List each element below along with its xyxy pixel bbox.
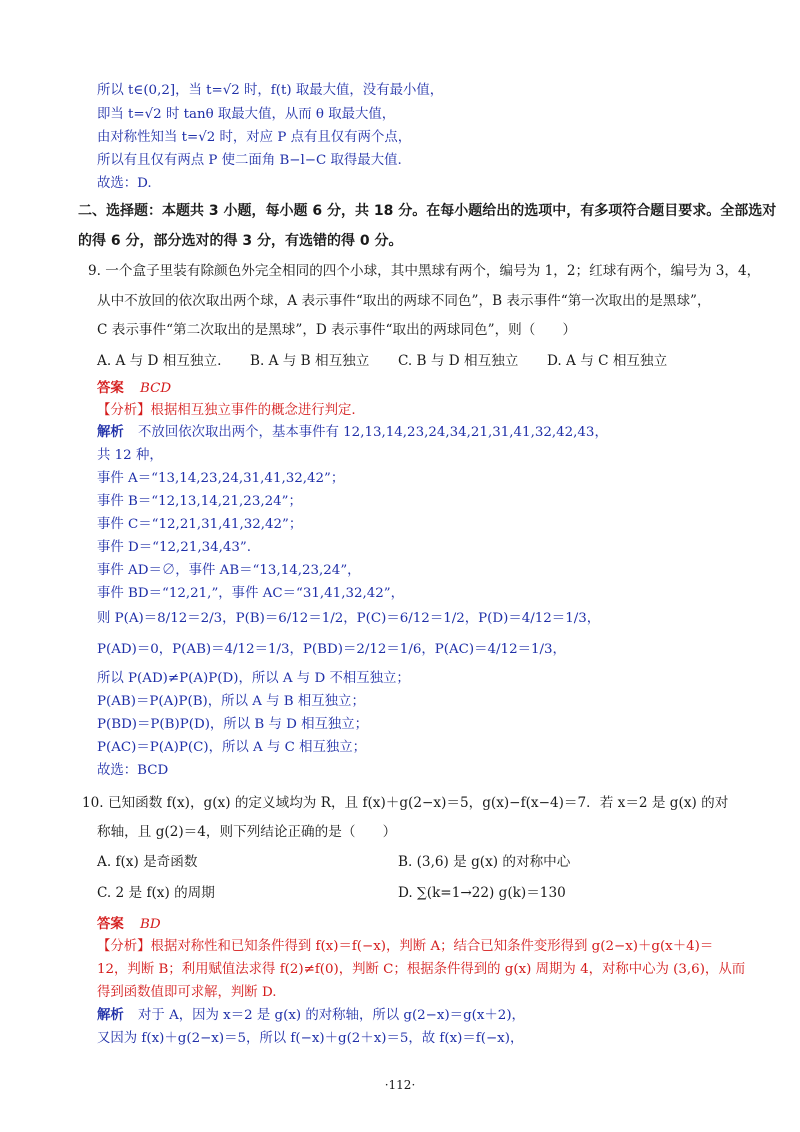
prev-solution-line-4: 所以有且仅有两点 P 使二面角 B−l−C 取得最大值.: [97, 153, 402, 168]
q10-solution-first-line: [97, 1007, 525, 1025]
q9-solution-line-8: 事件 BD＝“12,21,”，事件 AC＝“31,41,32,42”，: [97, 586, 405, 601]
q10-solution-line-2: 又因为 f(x)＋g(2−x)＝5，所以 f(−x)＋g(2＋x)＝5，故 f(x)＝f(−x)，: [97, 1031, 524, 1046]
q10-option-b: B. (3,6) 是 g(x) 的对称中心: [398, 854, 571, 870]
page-number: ·112·: [384, 1078, 416, 1092]
q10-analysis-line-1: 【分析】根据对称性和已知条件得到 f(x)＝f(−x)，判断 A；结合已知条件变形得到 g(2−x)＋g(x＋4)＝: [97, 939, 714, 954]
prev-solution-line-1: 所以 t∈(0,2]，当 t=√2 时，f(t) 取最大值，没有最小值，: [97, 83, 444, 98]
q9-stem-line-1: 9. 一个盒子里装有除颜色外完全相同的四个小球，其中黑球有两个，编号为 1，2；红球有两个，编号为 3，4，: [88, 263, 761, 279]
q9-solution-first-line: [97, 424, 608, 442]
q10-analysis-line-2: 12，判断 B；利用赋值法求得 f(2)≠f(0)，判断 C；根据条件得到的 g(x) 周期为 4，对称中心为 (3,6)，从而: [97, 962, 746, 977]
q9-stem-line-2: 从中不放回的依次取出两个球，A 表示事件“取出的两球不同色”，B 表示事件“第一次取出的是黑球”，: [97, 293, 711, 309]
q9-option-b: B. A 与 B 相互独立: [250, 353, 370, 369]
q9-option-d: D. A 与 C 相互独立: [547, 353, 668, 369]
q9-solution-line-15: 故选：BCD: [97, 763, 169, 778]
q9-solution-line-1: 不放回依次取出两个，基本事件有 12,13,14,23,24,34,21,31,41,32,42,43，: [138, 425, 608, 440]
q10-option-d: D. ∑(k=1→22) g(k)＝130: [398, 885, 566, 901]
q9-solution-line-14: P(AC)＝P(A)P(C)，所以 A 与 C 相互独立；: [97, 740, 367, 755]
prev-solution-line-3: 由对称性知当 t=√2 时，对应 P 点有且仅有两个点，: [97, 130, 412, 145]
section-heading-line-2: 的得 6 分，部分选对的得 3 分，有选错的得 0 分。: [78, 233, 403, 249]
q9-solution-line-5: 事件 C＝“12,21,31,41,32,42”；: [97, 517, 303, 532]
q9-solution-line-10: P(AD)＝0，P(AB)＝4/12＝1/3，P(BD)＝2/12＝1/6，P(AC)＝4/12＝1/3，: [97, 642, 566, 657]
q10-option-a: A. f(x) 是奇函数: [97, 854, 198, 870]
prev-solution-line-2: 即当 t=√2 时 tanθ 取最大值，从而 θ 取最大值，: [97, 107, 396, 122]
q10-answer-row: [97, 916, 161, 934]
q10-solution-label: 解析: [97, 1008, 124, 1023]
q10-answer-label: 答案: [97, 917, 124, 932]
q9-solution-line-2: 共 12 种，: [97, 448, 163, 463]
q9-stem-line-3: C 表示事件“第二次取出的是黑球”，D 表示事件“取出的两球同色”，则（ ）: [97, 322, 577, 338]
q9-solution-line-3: 事件 A＝“13,14,23,24,31,41,32,42”；: [97, 471, 345, 486]
q9-answer-value: BCD: [140, 381, 172, 396]
q10-answer-value: BD: [140, 917, 161, 932]
q9-solution-line-11: 所以 P(AD)≠P(A)P(D)，所以 A 与 D 不相互独立；: [97, 671, 410, 686]
q9-solution-line-12: P(AB)＝P(A)P(B)，所以 A 与 B 相互独立；: [97, 694, 365, 709]
q10-stem-line-1: 10. 已知函数 f(x)，g(x) 的定义域均为 R，且 f(x)＋g(2−x)＝5，g(x)−f(x−4)＝7．若 x＝2 是 g(x) 的对: [82, 795, 729, 811]
q9-solution-line-4: 事件 B＝“12,13,14,21,23,24”；: [97, 494, 302, 509]
section-heading-line-1: 二、选择题：本题共 3 小题，每小题 6 分，共 18 分。在每小题给出的选项中，有多项符合题目要求。全部选对: [78, 203, 777, 219]
q10-option-c: C. 2 是 f(x) 的周期: [97, 885, 215, 901]
prev-solution-line-5: 故选：D.: [97, 176, 152, 191]
q9-solution-line-7: 事件 AD＝∅，事件 AB＝“13,14,23,24”，: [97, 563, 361, 578]
q10-stem-line-2: 称轴，且 g(2)＝4，则下列结论正确的是（ ）: [97, 824, 397, 840]
q9-solution-label: 解析: [97, 425, 124, 440]
q10-solution-line-1: 对于 A，因为 x＝2 是 g(x) 的对称轴，所以 g(2−x)＝g(x＋2)，: [138, 1008, 525, 1023]
q9-option-c: C. B 与 D 相互独立: [398, 353, 519, 369]
q9-answer-label: 答案: [97, 381, 124, 396]
q9-solution-line-13: P(BD)＝P(B)P(D)，所以 B 与 D 相互独立；: [97, 717, 369, 732]
q9-option-a: A. A 与 D 相互独立.: [97, 353, 222, 369]
q9-solution-line-9: 则 P(A)＝8/12＝2/3，P(B)＝6/12＝1/2，P(C)＝6/12＝1/2，P(D)＝4/12＝1/3，: [97, 611, 601, 626]
q9-analysis: 【分析】根据相互独立事件的概念进行判定.: [97, 403, 356, 418]
q10-analysis-line-3: 得到函数值即可求解，判断 D.: [97, 985, 277, 1000]
q9-solution-line-6: 事件 D＝“12,21,34,43”.: [97, 540, 252, 555]
q9-answer-row: [97, 380, 171, 398]
